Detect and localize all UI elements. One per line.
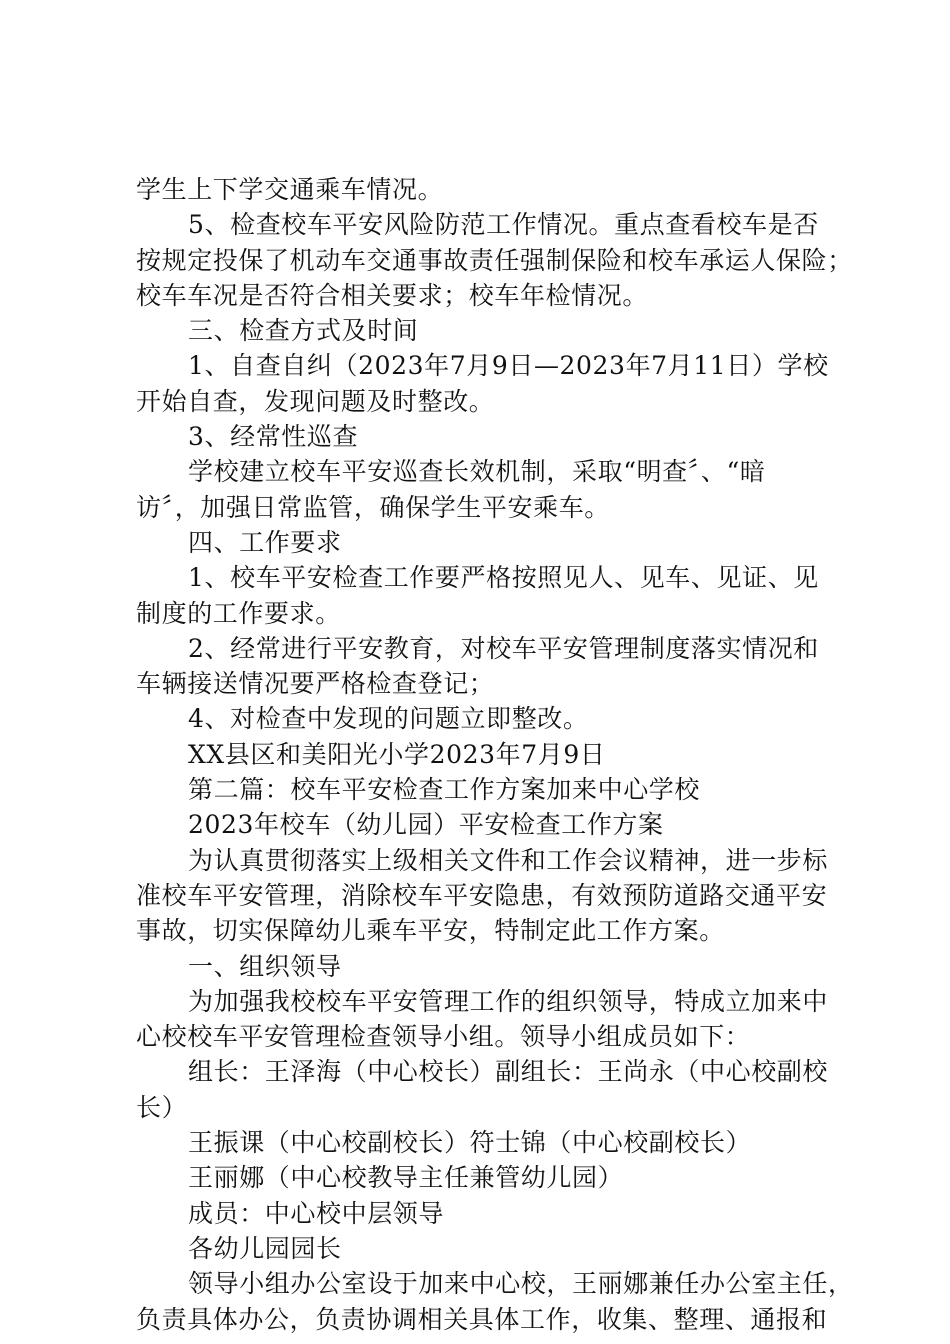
text-line: 事故，切实保障幼儿乘车平安，特制定此工作方案。 (136, 916, 725, 946)
text-line: 校车车况是否符合相关要求；校车年检情况。 (136, 280, 649, 310)
text-line: 为认真贯彻落实上级相关文件和工作会议精神，进一步标 (188, 845, 829, 875)
text-line: 负责具体办公，负责协调相关具体工作，收集、整理、通报和 (136, 1304, 828, 1334)
text-line: 按规定投保了机动车交通事故责任强制保险和校车承运人保险； (136, 245, 853, 275)
text-line: 为加强我校校车平安管理工作的组织领导，特成立加来中 (188, 986, 829, 1016)
text-line: 车辆接送情况要严格检查登记； (136, 669, 495, 699)
text-line: 2、经常进行平安教育，对校车平安管理制度落实情况和 (188, 633, 819, 663)
text-line: 访〞，加强日常监管，确保学生平安乘车。 (136, 492, 610, 522)
text-line: 长） (136, 1092, 188, 1122)
text-line: 4、对检查中发现的问题立即整改。 (188, 704, 589, 734)
text-line: 四、工作要求 (188, 527, 342, 557)
text-line: 2023年校车（幼儿园）平安检查工作方案 (188, 810, 664, 840)
text-line: 第二篇：校车平安检查工作方案加来中心学校 (188, 775, 701, 805)
text-line: 心校校车平安管理检查领导小组。领导小组成员如下： (136, 1022, 751, 1052)
text-line: 领导小组办公室设于加来中心校，王丽娜兼任办公室主任， (188, 1269, 854, 1299)
text-line: 成员：中心校中层领导 (188, 1198, 445, 1228)
text-line: 准校车平安管理，消除校车平安隐患，有效预防道路交通平安 (136, 880, 828, 910)
text-line: 1、校车平安检查工作要严格按照见人、见车、见证、见 (188, 563, 819, 593)
text-line: 3、经常性巡查 (188, 422, 359, 452)
text-line: 一、组织领导 (188, 951, 342, 981)
text-line: 1、自查自纠（2023年7月9日—2023年7月11日）学校 (188, 351, 829, 381)
text-line: 王丽娜（中心校教导主任兼管幼儿园） (188, 1163, 624, 1193)
text-line: 组长：王泽海（中心校长）副组长：王尚永（中心校副校 (188, 1057, 829, 1087)
text-line: 王振课（中心校副校长）符士锦（中心校副校长） (188, 1128, 752, 1158)
text-line: XX县区和美阳光小学2023年7月9日 (188, 739, 606, 769)
text-line: 制度的工作要求。 (136, 598, 341, 628)
text-line: 各幼儿园园长 (188, 1233, 342, 1263)
text-line: 开始自查，发现问题及时整改。 (136, 386, 495, 416)
text-line: 三、检查方式及时间 (188, 316, 419, 346)
text-line: 学生上下学交通乘车情况。 (136, 175, 444, 204)
document-body (136, 172, 854, 1337)
text-line: 学校建立校车平安巡查长效机制，采取“明查〞、“暗 (188, 457, 766, 487)
text-line: 5、检查校车平安风险防范工作情况。重点查看校车是否 (188, 210, 819, 240)
